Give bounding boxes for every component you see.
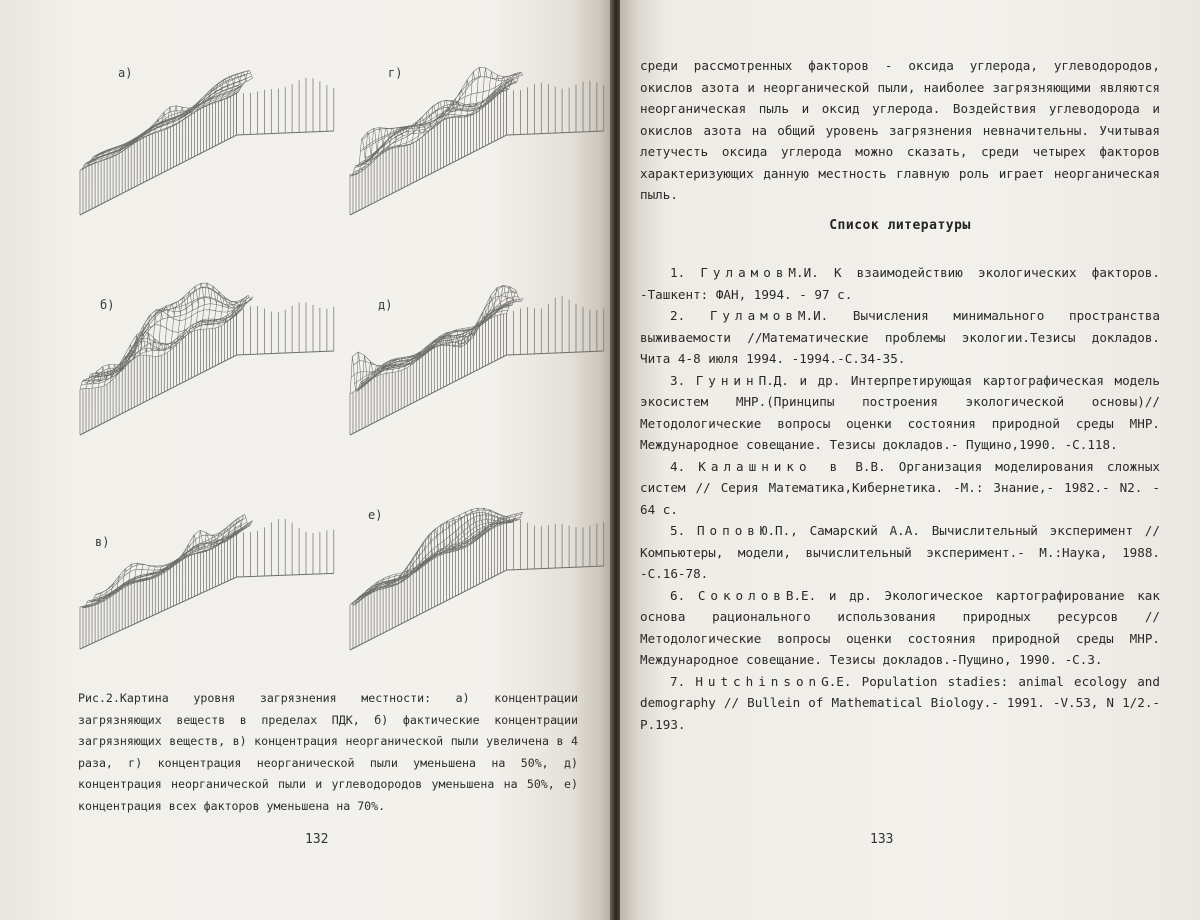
body-paragraph: среди рассмотренных факторов - оксида углерода, углеводородов, окислов азота и неорганической пыли, наиболее загрязняющими являются неорганическая пыль и оксид углерода. Воздействия углеводорода и окислов азота на общий уровень загрязнения невначительны. Учитывая летучесть оксида углерода можно сказать, среди четырех факторов характеризующих данную местность главную роль играет неорганическая пыль. xyxy=(640,58,1160,202)
panel-label-d: д) xyxy=(378,298,393,312)
surface-plot-v xyxy=(70,505,340,685)
surface-plot-e xyxy=(340,490,610,690)
reference-item: 2. ГуламовМ.И. Вычисления минимального пространства выживаемости //Математические проблемы экологии.Тезисы докладов. Чита 4-8 июля 1994. -1994.-С.34-35. xyxy=(640,308,1160,366)
reference-item: 7. HutchinsonG.E. Population stadies: animal ecology and demography // Bullein of Mathematical Biology.- 1991. -V.53, N 1/2.- P.193. xyxy=(640,673,1160,732)
panel-label-g: г) xyxy=(388,66,403,80)
surface-plot-g xyxy=(340,55,610,255)
reference-item: 5. ПоповЮ.П., Самарский А.А. Вычислительный эксперимент //Компьютеры, модели, вычислительный эксперимент.- М.:Наука, 1988. -С.16-78. xyxy=(640,523,1160,581)
panel-label-v: в) xyxy=(95,535,110,549)
reference-item: 3. ГунинП.Д. и др. Интерпретирующая картографическая модель экосистем МНР.(Принципы построения экологической основы)// Методологические вопросы оценки состояния природной среды МНР. Международное совещание. Тезисы докладов.- Пущино,1990. -С.118. xyxy=(640,372,1160,452)
panel-label-e: е) xyxy=(368,508,383,522)
surface-plot-a xyxy=(70,55,340,255)
surface-plot-d xyxy=(340,275,610,475)
panel-label-b: б) xyxy=(100,298,115,312)
panel-label-a: а) xyxy=(118,66,133,80)
reference-item: 1. ГуламовМ.И. К взаимодействию экологических факторов. -Ташкент: ФАН, 1994. - 97 с. xyxy=(640,265,1160,302)
surface-plot-b xyxy=(70,275,340,475)
references-heading: Список литературы xyxy=(829,218,971,233)
page-number-left: 132 xyxy=(305,832,329,847)
references-list xyxy=(640,262,1160,735)
figure-caption: Рис.2.Картина уровня загрязнения местности: а) концентрации загрязняющих веществ в пределах ПДК, б) фактические концентрации загрязняющих веществ, в) концентрация неорганической пыли увеличена в 4 раза, г) концентрация неорганической пыли уменьшена на 50%, д) концентрация неорганической пыли и углеводородов уменьшена на 50%, е) концентрация всех факторов уменьшена на 70%. xyxy=(78,691,578,813)
reference-item: 6. СоколовВ.Е. и др. Экологическое картографирование как основа рационального использования природных ресурсов //Методологические вопросы оценки состояния природной среды МНР. Международное совещание. Тезисы докладов.-Пущино, 1990. -С.3. xyxy=(640,587,1160,667)
reference-item: 4. Калашнико в В.В. Организация моделирования сложных систем // Серия Математика,Кибернетика. -М.: Знание,- 1982.- N2. - 64 с. xyxy=(640,458,1161,517)
page-number-right: 133 xyxy=(870,832,894,847)
